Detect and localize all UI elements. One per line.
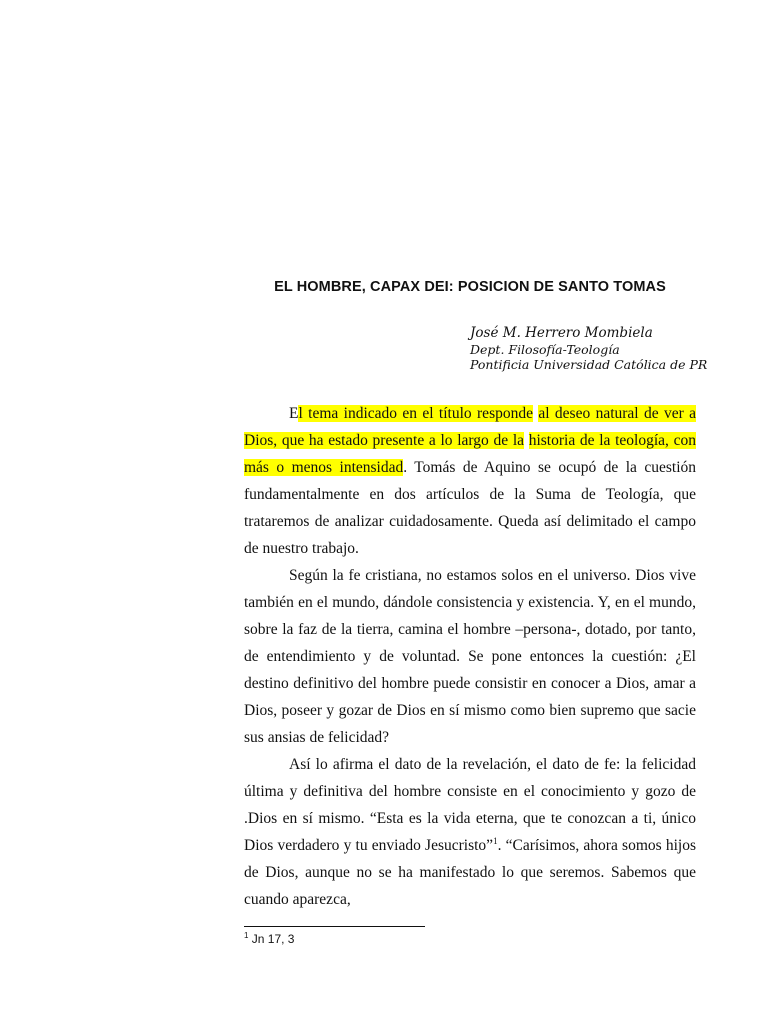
footnote bbox=[244, 932, 294, 946]
document-body bbox=[244, 400, 696, 913]
footnote-number: 1 bbox=[244, 931, 249, 940]
document-title: EL HOMBRE, CAPAX DEI: POSICION DE SANTO TOMAS bbox=[274, 279, 666, 295]
paragraph-3 bbox=[244, 751, 696, 913]
footnote-reference[interactable]: 1 bbox=[493, 835, 498, 846]
author-name: José M. Herrero Mombiela bbox=[470, 325, 653, 341]
paragraph-2: Según la fe cristiana, no estamos solos en el universo. Dios vive también en el mundo, dándole consistencia y existencia. Y, en el mundo, sobre la faz de la tierra, camina el hombre –persona-, dotado, por tanto, de entendimiento y de voluntad. Se pone entonces la cuestión: ¿El destino definitivo del hombre puede consistir en conocer a Dios, amar a Dios, poseer y gozar de Dios en sí mismo como bien supremo que sacie sus ansias de felicidad? bbox=[244, 567, 696, 746]
author-block bbox=[470, 324, 760, 372]
paragraph-1-text-1: E bbox=[289, 405, 299, 422]
highlight-1: l tema indicado en el título responde bbox=[298, 405, 533, 422]
author-department: Dept. Filosofía-Teología bbox=[470, 342, 620, 357]
paragraph-1-text-3 bbox=[524, 432, 529, 449]
paragraph-3-text-before: Así lo afirma el dato de la revelación, el dato de fe: la felicidad última y definitiva del hombre consiste en el conocimiento y gozo de .Dios en sí mismo. “Esta es la vida eterna, que te conozcan a ti, único Dios verdadero y tu enviado Jesucristo” bbox=[244, 756, 696, 854]
paragraph-1-text-4: . Tomás de Aquino se ocupó de la cuestión fundamentalmente en dos artículos de la Suma de Teología, que trataremos de analizar cuidadosamente. Queda así delimitado el campo de nuestro trabajo. bbox=[244, 459, 697, 557]
author-institution: Pontificia Universidad Católica de PR bbox=[470, 357, 708, 372]
paragraph-1 bbox=[244, 400, 696, 562]
footnote-divider bbox=[244, 926, 425, 927]
highlight-2: al deseo natural de ver a Dios, que ha estado presente a lo largo de la bbox=[244, 405, 697, 449]
paragraph-3-text-after: . “Carísimos, ahora somos hijos de Dios, aunque no se ha manifestado lo que seremos. Sabemos que cuando aparezca, bbox=[244, 837, 696, 908]
highlight-3: historia de la teología, con más o menos intensidad bbox=[244, 432, 697, 476]
footnote-text: Jn 17, 3 bbox=[248, 932, 295, 946]
